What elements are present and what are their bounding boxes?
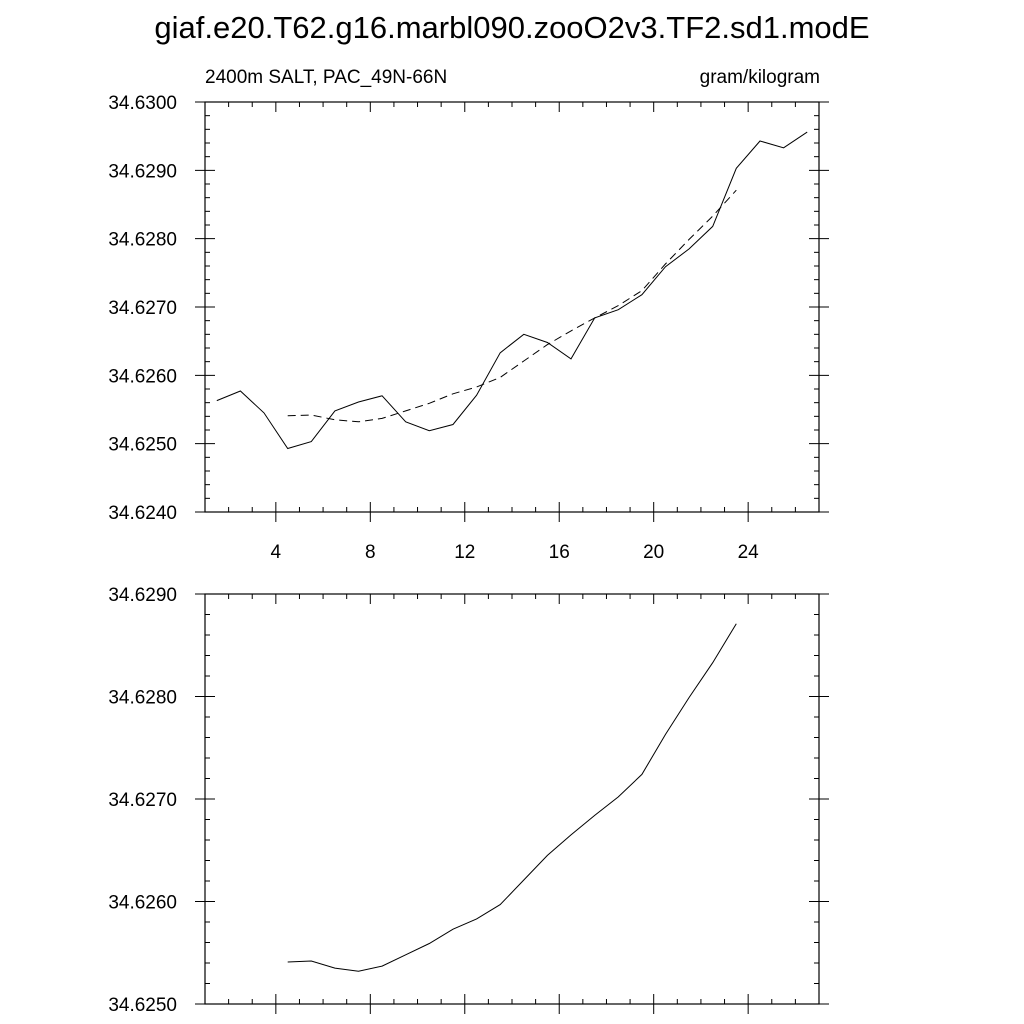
top-panel-frame (205, 102, 819, 512)
top-panel-ticks (195, 102, 829, 522)
top-x-tick-label: 12 (454, 542, 476, 563)
top-x-tick-label: 4 (270, 542, 282, 563)
top-y-tick-label: 34.6260 (108, 366, 177, 388)
bottom-panel-ticks (195, 594, 829, 1014)
top-y-tick-label: 34.6270 (108, 298, 177, 319)
top-panel-units-label: gram/kilogram (699, 67, 820, 88)
top-x-tick-label: 8 (365, 542, 376, 563)
bottom-series-running-mean (288, 624, 737, 972)
top-x-tick-label: 20 (643, 542, 665, 563)
top-x-tick-label: 24 (737, 542, 759, 563)
top-x-tick-label: 16 (548, 542, 570, 563)
top-y-tick-label: 34.6250 (108, 434, 177, 456)
top-panel-left-label: 2400m SALT, PAC_49N-66N (205, 67, 448, 88)
top-y-tick-label: 34.6280 (108, 229, 177, 251)
top-y-tick-label: 34.6290 (108, 161, 177, 183)
bottom-y-tick-label: 34.6250 (108, 995, 177, 1016)
bottom-y-tick-label: 34.6280 (108, 687, 177, 709)
top-panel (108, 67, 829, 563)
bottom-y-tick-label: 34.6290 (108, 585, 177, 606)
chart-title: giaf.e20.T62.g16.marbl090.zooO2v3.TF2.sd1.modE (154, 10, 870, 45)
top-series-running-mean (288, 190, 737, 422)
bottom-panel-frame (205, 594, 819, 1004)
bottom-panel (108, 585, 829, 1016)
top-y-tick-label: 34.6240 (108, 503, 177, 524)
top-series-annual (217, 132, 807, 448)
bottom-y-tick-label: 34.6270 (108, 790, 177, 811)
bottom-y-tick-label: 34.6260 (108, 892, 177, 914)
top-y-tick-label: 34.6300 (108, 93, 177, 114)
